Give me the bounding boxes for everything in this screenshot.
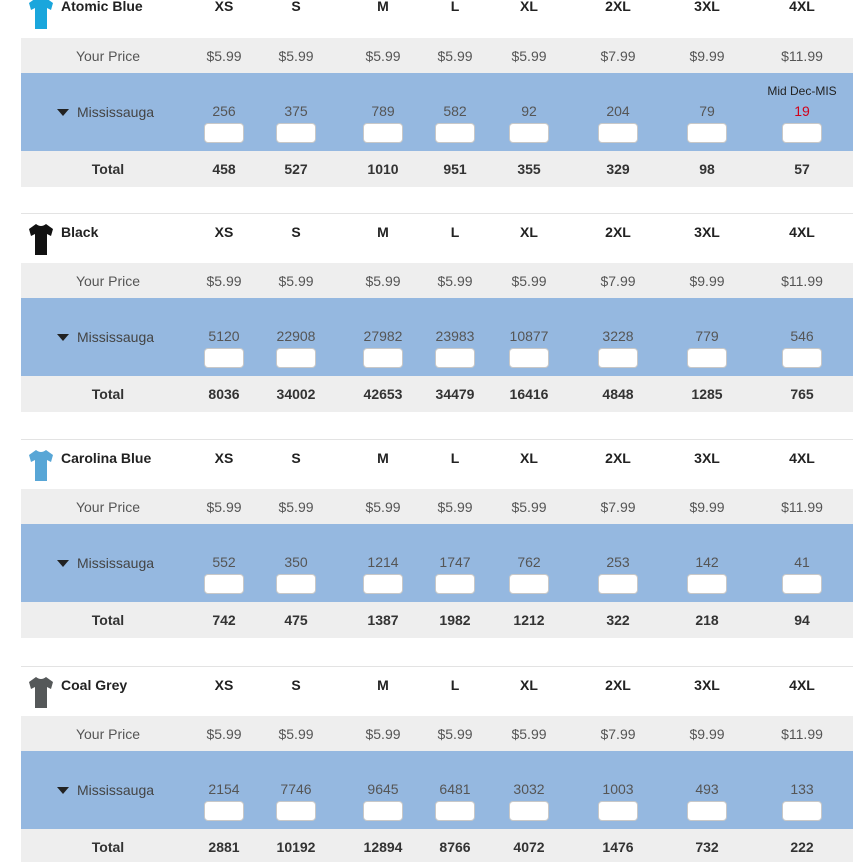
quantity-input[interactable] — [204, 574, 244, 594]
price-value: $7.99 — [600, 48, 636, 64]
total-value: 1387 — [367, 612, 399, 628]
color-name: Coal Grey — [61, 677, 128, 693]
size-label: 4XL — [789, 450, 815, 466]
size-label: S — [291, 0, 301, 14]
price-row — [21, 716, 853, 751]
price-value: $9.99 — [689, 48, 725, 64]
quantity-input[interactable] — [509, 123, 549, 143]
location-name: Mississauga — [77, 329, 155, 345]
size-label: L — [450, 0, 460, 14]
quantity-input[interactable] — [435, 574, 475, 594]
price-value: $9.99 — [689, 726, 725, 742]
color-name: Carolina Blue — [61, 450, 152, 466]
size-label: XS — [214, 677, 234, 693]
stock-value: 493 — [695, 781, 719, 797]
price-label: Your Price — [75, 48, 141, 64]
stock-value: 2154 — [208, 781, 240, 797]
size-label: 2XL — [605, 224, 631, 240]
quantity-input[interactable] — [687, 801, 727, 821]
total-value: 732 — [695, 839, 719, 855]
location-name: Mississauga — [77, 555, 155, 571]
total-value: 2881 — [208, 839, 240, 855]
price-value: $5.99 — [206, 726, 242, 742]
price-value: $11.99 — [781, 273, 823, 289]
total-value: 475 — [284, 612, 308, 628]
location-toggle[interactable] — [57, 782, 154, 798]
stock-value: 375 — [284, 103, 308, 119]
stock-value: 41 — [794, 554, 810, 570]
size-label: 3XL — [694, 450, 720, 466]
quantity-input[interactable] — [598, 574, 638, 594]
price-value: $5.99 — [278, 726, 314, 742]
location-toggle[interactable] — [57, 104, 154, 120]
size-label: XL — [520, 224, 538, 240]
color-name: Atomic Blue — [61, 0, 143, 14]
location-name: Mississauga — [77, 104, 155, 120]
size-label: L — [450, 224, 460, 240]
stock-value: 9645 — [367, 781, 399, 797]
stock-value: 204 — [606, 103, 630, 119]
total-value: 4848 — [602, 386, 634, 402]
price-value: $5.99 — [206, 48, 242, 64]
quantity-input[interactable] — [204, 123, 244, 143]
quantity-input[interactable] — [276, 574, 316, 594]
quantity-input[interactable] — [509, 348, 549, 368]
location-toggle[interactable] — [57, 329, 154, 345]
quantity-input[interactable] — [509, 574, 549, 594]
size-label: S — [291, 450, 301, 466]
quantity-input[interactable] — [276, 348, 316, 368]
total-row — [21, 376, 853, 412]
total-label: Total — [91, 612, 125, 628]
quantity-input[interactable] — [782, 348, 822, 368]
tshirt-icon — [27, 675, 55, 709]
stock-value: 10877 — [509, 328, 549, 344]
quantity-input[interactable] — [276, 801, 316, 821]
quantity-input[interactable] — [782, 574, 822, 594]
location-row — [21, 73, 853, 151]
total-value: 355 — [517, 161, 541, 177]
price-value: $11.99 — [781, 499, 823, 515]
total-value: 16416 — [509, 386, 549, 402]
price-value: $5.99 — [278, 499, 314, 515]
quantity-input[interactable] — [687, 348, 727, 368]
quantity-input[interactable] — [782, 801, 822, 821]
price-label: Your Price — [75, 726, 141, 742]
location-row — [21, 298, 853, 376]
color-name: Black — [61, 224, 99, 240]
price-label: Your Price — [75, 273, 141, 289]
total-label: Total — [91, 386, 125, 402]
price-value: $5.99 — [365, 48, 401, 64]
size-label: L — [450, 677, 460, 693]
total-value: 1212 — [513, 612, 545, 628]
stock-value: 789 — [371, 103, 395, 119]
caret-down-icon — [57, 560, 69, 567]
price-value: $5.99 — [206, 499, 242, 515]
price-value: $5.99 — [206, 273, 242, 289]
price-value: $5.99 — [365, 726, 401, 742]
total-value: 1285 — [691, 386, 723, 402]
quantity-input[interactable] — [204, 801, 244, 821]
price-value: $9.99 — [689, 273, 725, 289]
total-value: 322 — [606, 612, 630, 628]
size-label: XL — [520, 0, 538, 14]
quantity-input[interactable] — [363, 574, 403, 594]
stock-value: 546 — [790, 328, 814, 344]
stock-value: 256 — [212, 103, 236, 119]
price-value: $7.99 — [600, 499, 636, 515]
quantity-input[interactable] — [363, 123, 403, 143]
stock-value: 1003 — [602, 781, 634, 797]
stock-value: 350 — [284, 554, 308, 570]
tshirt-icon — [27, 0, 55, 30]
quantity-input[interactable] — [687, 123, 727, 143]
price-value: $5.99 — [437, 48, 473, 64]
size-label: XS — [214, 224, 234, 240]
size-label: 2XL — [605, 677, 631, 693]
stock-value: 27982 — [363, 328, 403, 344]
size-label: XS — [214, 0, 234, 14]
price-value: $7.99 — [600, 726, 636, 742]
size-header-row — [21, 666, 853, 717]
quantity-input[interactable] — [363, 348, 403, 368]
size-label: 3XL — [694, 0, 720, 14]
price-value: $5.99 — [437, 499, 473, 515]
size-label: 4XL — [789, 224, 815, 240]
price-row — [21, 489, 853, 524]
total-value: 4072 — [513, 839, 545, 855]
size-label: XL — [520, 450, 538, 466]
stock-value: 23983 — [435, 328, 475, 344]
quantity-input[interactable] — [598, 348, 638, 368]
size-label: 2XL — [605, 0, 631, 14]
total-value: 222 — [790, 839, 814, 855]
size-header-row — [21, 439, 853, 490]
total-row — [21, 151, 853, 187]
total-value: 742 — [212, 612, 236, 628]
stock-value-low: 19 — [794, 103, 810, 119]
price-value: $5.99 — [278, 273, 314, 289]
stock-value: 582 — [443, 103, 467, 119]
total-value: 1010 — [367, 161, 399, 177]
total-value: 1476 — [602, 839, 634, 855]
price-row — [21, 263, 853, 298]
quantity-input[interactable] — [435, 348, 475, 368]
total-value: 57 — [794, 161, 810, 177]
location-name: Mississauga — [77, 782, 155, 798]
stock-value: 1747 — [439, 554, 471, 570]
quantity-input[interactable] — [204, 348, 244, 368]
size-label: 4XL — [789, 0, 815, 14]
total-value: 218 — [695, 612, 719, 628]
price-value: $5.99 — [511, 273, 547, 289]
location-toggle[interactable] — [57, 555, 154, 571]
tshirt-icon — [27, 448, 55, 482]
size-label: 3XL — [694, 224, 720, 240]
size-header-row — [21, 213, 853, 264]
quantity-input[interactable] — [598, 123, 638, 143]
total-value: 8036 — [208, 386, 240, 402]
stock-value: 22908 — [276, 328, 316, 344]
stock-value: 1214 — [367, 554, 399, 570]
size-label: M — [377, 677, 389, 693]
stock-value: 552 — [212, 554, 236, 570]
size-label: M — [377, 224, 389, 240]
total-value: 12894 — [363, 839, 403, 855]
total-value: 458 — [212, 161, 236, 177]
size-label: M — [377, 0, 389, 14]
total-value: 98 — [699, 161, 715, 177]
tshirt-icon — [27, 222, 55, 256]
size-header-row — [21, 0, 853, 38]
price-value: $7.99 — [600, 273, 636, 289]
price-value: $11.99 — [781, 726, 823, 742]
total-value: 765 — [790, 386, 814, 402]
size-label: S — [291, 677, 301, 693]
stock-value: 762 — [517, 554, 541, 570]
quantity-input[interactable] — [509, 801, 549, 821]
price-value: $5.99 — [511, 499, 547, 515]
quantity-input[interactable] — [363, 801, 403, 821]
price-value: $5.99 — [511, 48, 547, 64]
total-label: Total — [91, 839, 125, 855]
price-value: $9.99 — [689, 499, 725, 515]
location-row — [21, 751, 853, 829]
size-label: L — [450, 450, 460, 466]
price-value: $5.99 — [437, 726, 473, 742]
price-value: $5.99 — [511, 726, 547, 742]
stock-value: 142 — [695, 554, 719, 570]
stock-value: 779 — [695, 328, 719, 344]
stock-value: 6481 — [439, 781, 471, 797]
total-value: 329 — [606, 161, 630, 177]
price-value: $5.99 — [437, 273, 473, 289]
stock-value: 5120 — [208, 328, 240, 344]
stock-value: 79 — [699, 103, 715, 119]
quantity-input[interactable] — [782, 123, 822, 143]
caret-down-icon — [57, 334, 69, 341]
size-label: XS — [214, 450, 234, 466]
total-value: 8766 — [439, 839, 471, 855]
stock-value: 92 — [521, 103, 537, 119]
total-value: 42653 — [363, 386, 403, 402]
total-value: 1982 — [439, 612, 471, 628]
price-value: $5.99 — [365, 273, 401, 289]
stock-value: 133 — [790, 781, 814, 797]
stock-value: 3228 — [602, 328, 634, 344]
quantity-input[interactable] — [435, 801, 475, 821]
stock-value: 253 — [606, 554, 630, 570]
quantity-input[interactable] — [598, 801, 638, 821]
price-value: $5.99 — [278, 48, 314, 64]
total-label: Total — [91, 161, 125, 177]
total-row — [21, 829, 853, 862]
quantity-input[interactable] — [276, 123, 316, 143]
quantity-input[interactable] — [435, 123, 475, 143]
location-row — [21, 524, 853, 602]
size-label: M — [377, 450, 389, 466]
quantity-input[interactable] — [687, 574, 727, 594]
price-value: $5.99 — [365, 499, 401, 515]
total-value: 94 — [794, 612, 810, 628]
restock-note: Mid Dec-MIS — [767, 84, 837, 98]
total-value: 10192 — [276, 839, 316, 855]
caret-down-icon — [57, 787, 69, 794]
size-label: 4XL — [789, 677, 815, 693]
total-value: 34002 — [276, 386, 316, 402]
size-label: XL — [520, 677, 538, 693]
stock-value: 3032 — [513, 781, 545, 797]
size-label: 2XL — [605, 450, 631, 466]
price-label: Your Price — [75, 499, 141, 515]
total-value: 34479 — [435, 386, 475, 402]
size-label: 3XL — [694, 677, 720, 693]
price-row — [21, 38, 853, 73]
price-value: $11.99 — [781, 48, 823, 64]
caret-down-icon — [57, 109, 69, 116]
total-value: 527 — [284, 161, 308, 177]
total-row — [21, 602, 853, 638]
size-label: S — [291, 224, 301, 240]
stock-value: 7746 — [280, 781, 312, 797]
total-value: 951 — [443, 161, 467, 177]
